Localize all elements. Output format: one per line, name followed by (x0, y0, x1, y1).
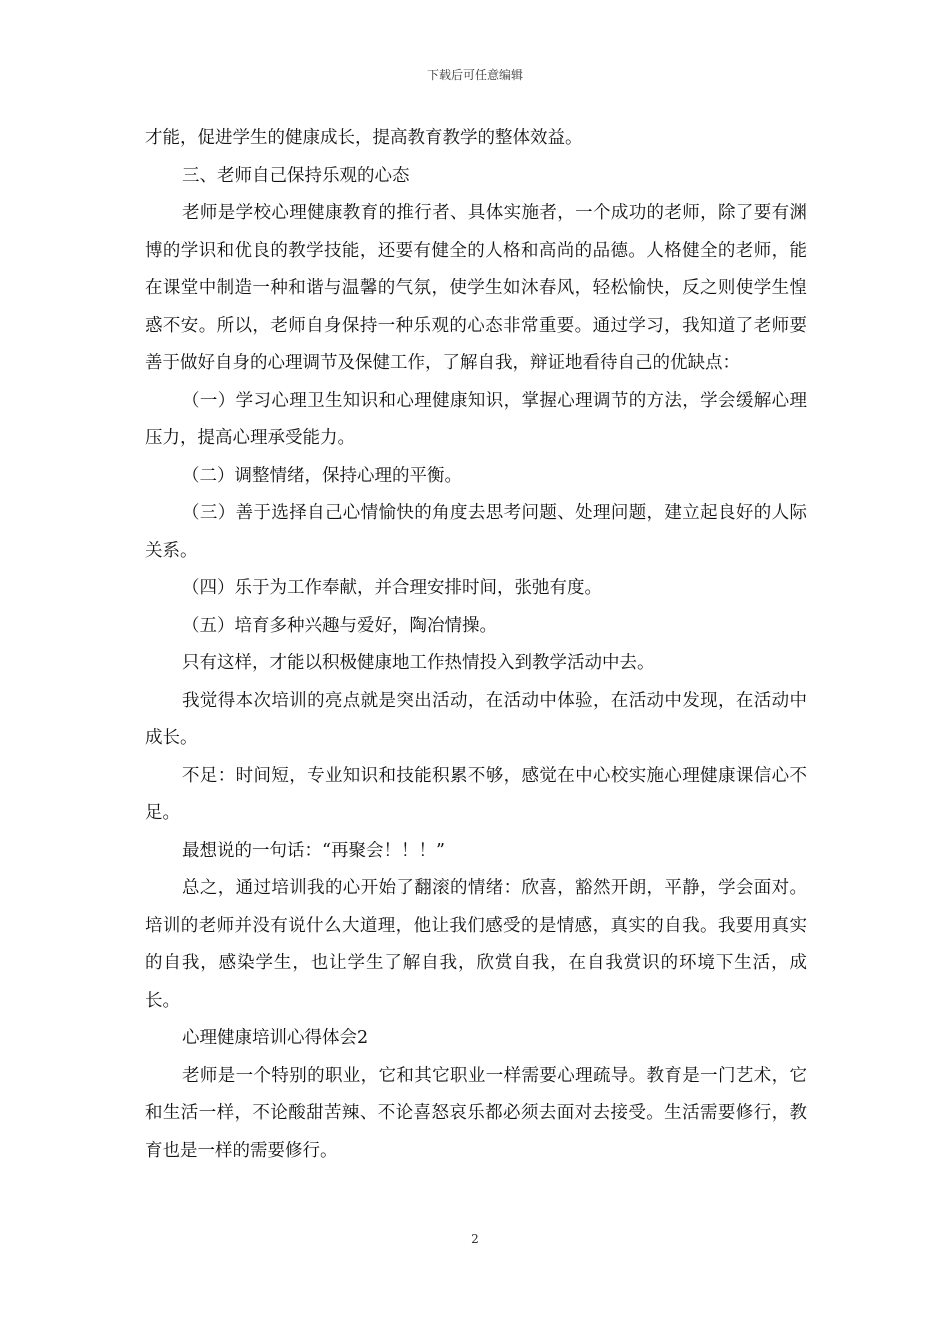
list-item: （四）乐于为工作奉献，并合理安排时间，张弛有度。 (182, 578, 602, 598)
document-body (145, 120, 807, 1170)
list-item: （三）善于选择自己心情愉快的角度去思考问题、处理问题，建立起良好的人际关系。 (145, 503, 807, 561)
paragraph: 老师是一个特别的职业，它和其它职业一样需要心理疏导。教育是一门艺术，它和生活一样，不论酸甜苦辣、不论喜怒哀乐都必须去面对去接受。生活需要修行，教育也是一样的需要修行。 (145, 1065, 807, 1161)
paragraph: 老师是学校心理健康教育的推行者、具体实施者，一个成功的老师，除了要有渊博的学识和优良的教学技能，还要有健全的人格和高尚的品德。人格健全的老师，能在课堂中制造一种和谐与温馨的气氛，使学生如沐春风，轻松愉快，反之则使学生惶惑不安。所以，老师自身保持一种乐观的心态非常重要。通过学习，我知道了老师要善于做好自身的心理调节及保健工作，了解自我，辩证地看待自己的优缺点： (145, 203, 807, 373)
section-heading: 心理健康培训心得体会2 (182, 1028, 369, 1048)
paragraph: 只有这样，才能以积极健康地工作热情投入到教学活动中去。 (182, 653, 655, 673)
list-item: （五）培育多种兴趣与爱好，陶冶情操。 (182, 615, 497, 636)
list-item: （一）学习心理卫生知识和心理健康知识，掌握心理调节的方法，学会缓解心理压力，提高心理承受能力。 (145, 390, 807, 448)
paragraph: 最想说的一句话：“再聚会！！！” (182, 840, 445, 861)
paragraph: 总之，通过培训我的心开始了翻滚的情绪：欣喜，豁然开朗，平静，学会面对。培训的老师并没有说什么大道理，他让我们感受的是情感，真实的自我。我要用真实的自我，感染学生，也让学生了解自我，欣赏自我，在自我赏识的环境下生活，成长。 (145, 878, 807, 1011)
paragraph: 不足：时间短，专业知识和技能积累不够，感觉在中心校实施心理健康课信心不足。 (145, 765, 807, 823)
section-heading: 三、老师自己保持乐观的心态 (182, 165, 410, 186)
paragraph: 才能，促进学生的健康成长，提高教育教学的整体效益。 (145, 128, 583, 148)
paragraph: 我觉得本次培训的亮点就是突出活动，在活动中体验，在活动中发现，在活动中成长。 (145, 690, 807, 748)
page-number: 2 (471, 1232, 479, 1246)
page-header: 下载后可任意编辑 (426, 68, 523, 82)
list-item: （二）调整情绪，保持心理的平衡。 (182, 465, 462, 486)
